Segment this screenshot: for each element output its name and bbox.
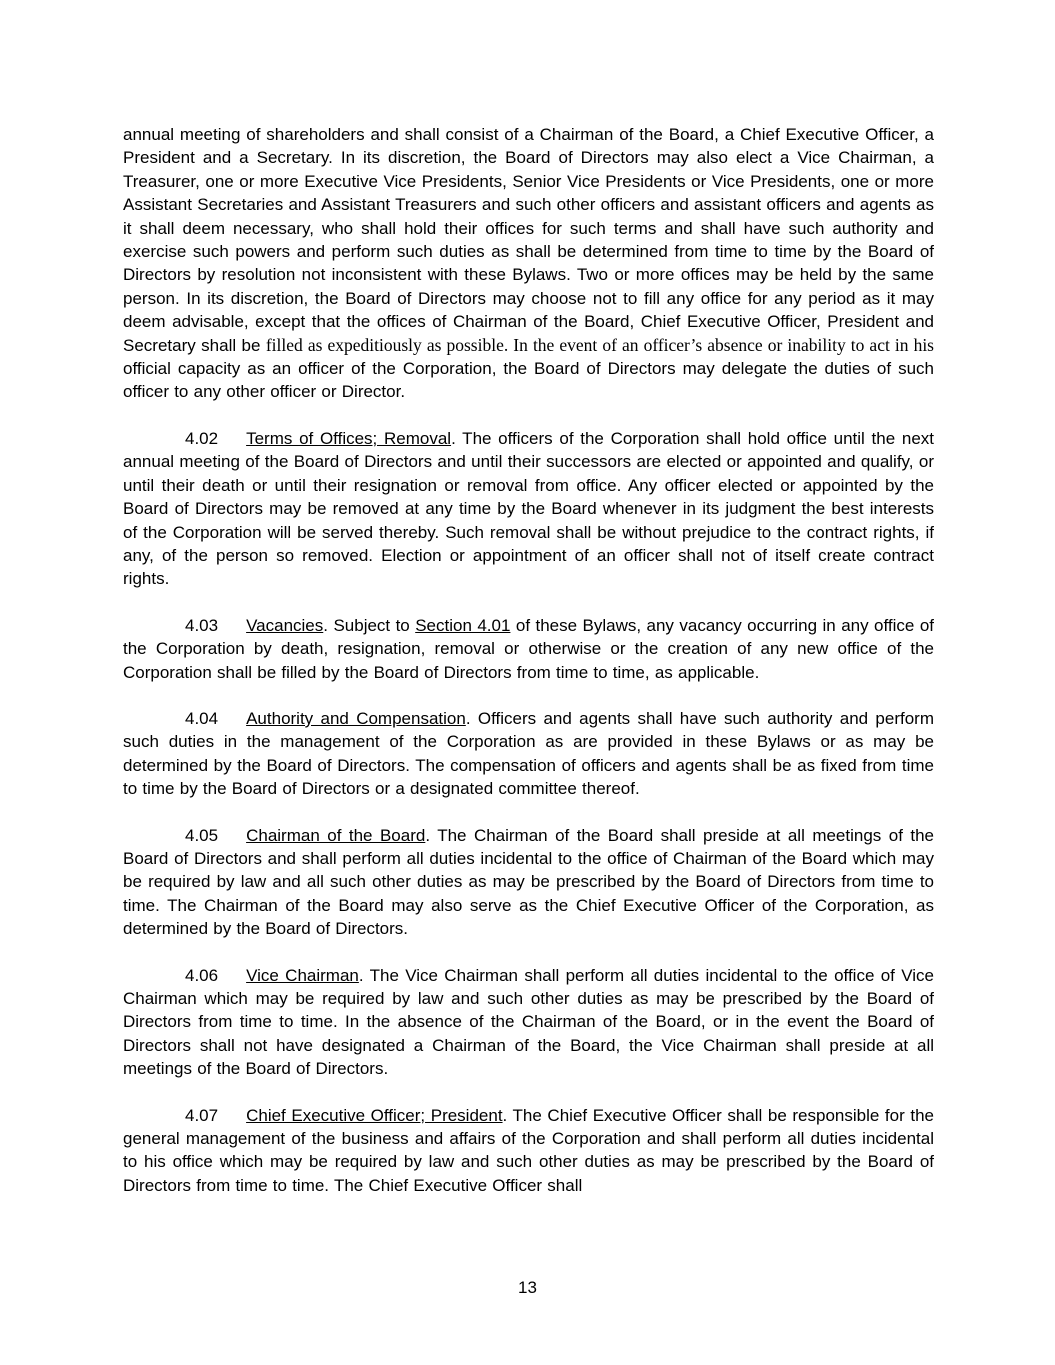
section-heading: Chairman of the Board (246, 825, 426, 845)
section-4-02 (123, 427, 934, 591)
continuation-paragraph (123, 123, 934, 404)
section-4-04 (123, 707, 934, 801)
text-segment: . The Chairman of the Board shall preside at all meetings of the Board of Directors and shall perform all duties incidental to the office of Chairman of the Board which may be required by law and all such other duties as may be prescribed by the Board of Directors from time to time. The Chairman of the Board may also serve as the Chief Executive Officer of the Corporation, as determined by the Board of Directors. (123, 825, 935, 939)
section-number: 4.04 (185, 708, 219, 728)
section-heading: Terms of Offices; Removal (246, 428, 452, 448)
section-number: 4.03 (185, 615, 219, 635)
section-heading: Vice Chairman (246, 965, 359, 985)
text-segment: filled as expeditiously as possible. In the event of an officer’s absence or inability to act in his (265, 334, 934, 355)
section-heading: Vacancies (246, 615, 324, 635)
text-segment: . Officers and agents shall have such authority and perform such duties in the management of the Corporation as are provided in these Bylaws or as may be determined by the Board of Directors. The compensation of officers and agents shall be as fixed from time to time by the Board of Directors or a designated committee thereof. (123, 708, 934, 799)
text-segment: . The officers of the Corporation shall hold office until the next annual meeting of the Board of Directors and until their successors are elected or appointed and qualify, or until their death or until their resignation or removal from office. Any officer elected or appointed by the Board of Directors may be removed at any time by the Board whenever in its judgment the best interests of the Corporation will be served thereby. Such removal shall be without prejudice to the contract rights, if any, of the person so removed. Election or appointment of an officer shall not of itself create contract rights. (123, 428, 934, 589)
text-segment: . The Vice Chairman shall perform all duties incidental to the office of Vice Chairman which may be required by law and such other duties as may be prescribed by the Board of Directors from time to time. In the absence of the Chairman of the Board, or in the event the Board of Directors shall not have designated a Chairman of the Board, the Vice Chairman shall preside at all meetings of the Board of Directors. (123, 965, 934, 1079)
cross-reference: Section 4.01 (415, 615, 511, 635)
section-number: 4.06 (185, 965, 219, 985)
section-4-03 (123, 614, 934, 684)
section-4-05 (123, 824, 934, 941)
document-body (123, 123, 934, 1220)
section-number: 4.07 (185, 1105, 219, 1125)
section-4-06 (123, 964, 934, 1081)
text-segment: . Subject to (323, 615, 416, 635)
page-number: 13 (518, 1278, 537, 1297)
section-heading: Authority and Compensation (246, 708, 466, 728)
text-segment: official capacity as an officer of the Corporation, the Board of Directors may delegate the duties of such officer to any other officer or Director. (123, 359, 934, 402)
section-number: 4.02 (185, 428, 219, 448)
section-heading: Chief Executive Officer; President (246, 1105, 503, 1125)
text-segment: annual meeting of shareholders and shall consist of a Chairman of the Board, a Chief Executive Officer, a President and a Secretary. In its discretion, the Board of Directors may also elect a Vice Chairman, a Treasurer, one or more Executive Vice Presidents, Senior Vice Presidents or Vice Presidents, one or more Assistant Secretaries and Assistant Treasurers and such other officers and assistant officers and agents as it shall deem necessary, who shall hold their offices for such terms and shall have such authority and exercise such powers and perform such duties as shall be determined from time to time by the Board of Directors by resolution not inconsistent with these Bylaws. Two or more offices may be held by the same person. In its discretion, the Board of Directors may choose not to fill any office for any period as it may deem advisable, except that the offices of Chairman of the Board, Chief Executive Officer, President and Secretary shall be (123, 125, 934, 355)
section-4-07 (123, 1104, 934, 1198)
text-segment: . The Chief Executive Officer shall be responsible for the general management of the business and affairs of the Corporation and shall perform all duties incidental to his office which may be required by law and such other duties as may be prescribed by the Board of Directors from time to time. The Chief Executive Officer shall (123, 1105, 934, 1195)
text-segment: of these Bylaws, any vacancy occurring in any office of the Corporation by death, resignation, removal or otherwise or the creation of any new office of the Corporation shall be filled by the Board of Directors from time to time, as applicable. (123, 615, 934, 682)
section-number: 4.05 (185, 825, 219, 845)
